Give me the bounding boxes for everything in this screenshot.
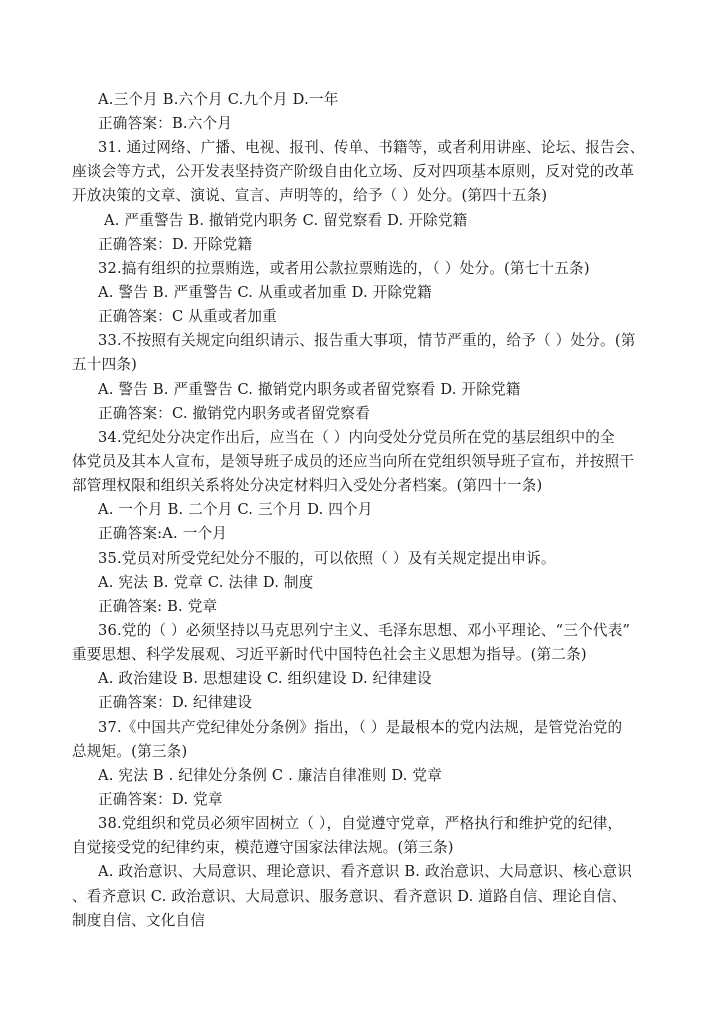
question-38-options-line-2: 、看齐意识 C. 政治意识、大局意识、服务意识、看齐意识 D. 道路自信、理论自信、 (72, 888, 627, 905)
question-35-text: 35.党员对所受党纪处分不服的，可以依照（ ）及有关规定提出申诉。 (98, 550, 556, 567)
question-31-answer: 正确答案：D. 开除党籍 (98, 236, 253, 253)
question-36-line-2: 重要思想、科学发展观、习近平新时代中国特色社会主义思想为指导。(第二条) (72, 646, 587, 663)
question-33-line-1: 33.不按照有关规定向组织请示、报告重大事项，情节严重的，给予（ ）处分。(第 (98, 332, 636, 349)
question-38-options-line-3: 制度自信、文化自信 (72, 912, 206, 929)
question-37-line-2: 总规矩。(第三条) (72, 743, 188, 760)
question-37-line-1: 37.《中国共产党纪律处分条例》指出，（ ）是最根本的党内法规，是管党治党的 (98, 719, 623, 736)
question-35-answer: 正确答案: B. 党章 (98, 598, 218, 615)
question-34-line-2: 体党员及其本人宣布，是领导班子成员的还应当向所在党组织领导班子宣布，并按照干 (72, 453, 635, 470)
question-37-answer: 正确答案：D. 党章 (98, 791, 223, 808)
question-35-options: A. 宪法 B. 党章 C. 法律 D. 制度 (98, 574, 314, 591)
question-32-answer: 正确答案：C 从重或者加重 (98, 308, 277, 325)
question-36-line-1: 36.党的（ ）必须坚持以马克思列宁主义、毛泽东思想、邓小平理论、“三个代表” (98, 622, 631, 639)
question-33-line-2: 五十四条) (72, 356, 138, 373)
question-38-options-line-1: A. 政治意识、大局意识、理论意识、看齐意识 B. 政治意识、大局意识、核心意识 (98, 863, 633, 880)
question-31-options: A. 严重警告 B. 撤销党内职务 C. 留党察看 D. 开除党籍 (104, 212, 468, 229)
answer-line: 正确答案：B.六个月 (98, 115, 233, 132)
question-37-options: A. 宪法 B . 纪律处分条例 C . 廉洁自律准则 D. 党章 (98, 767, 443, 784)
question-31-line-2: 座谈会等方式，公开发表坚持资产阶级自由化立场、反对四项基本原则，反对党的改革 (72, 163, 635, 180)
question-33-answer: 正确答案：C. 撤销党内职务或者留党察看 (98, 405, 371, 422)
question-34-line-3: 部管理权限和组织关系将处分决定材料归入受处分者档案。(第四十一条) (72, 477, 543, 494)
question-36-options: A. 政治建设 B. 思想建设 C. 组织建设 D. 纪律建设 (98, 670, 432, 687)
question-34-options: A. 一个月 B. 二个月 C. 三个月 D. 四个月 (98, 501, 373, 518)
question-31-line-1: 31. 通过网络、广播、电视、报刊、传单、书籍等，或者利用讲座、论坛、报告会、 (98, 139, 645, 156)
question-32-options: A. 警告 B. 严重警告 C. 从重或者加重 D. 开除党籍 (98, 284, 432, 301)
question-38-line-2: 自觉接受党的纪律约束，模范遵守国家法律法规。(第三条) (72, 839, 454, 856)
question-38-line-1: 38.党组织和党员必须牢固树立（ ），自觉遵守党章，严格执行和维护党的纪律， (98, 815, 623, 832)
question-36-answer: 正确答案：D. 纪律建设 (98, 694, 253, 711)
question-34-answer: 正确答案:A. 一个月 (98, 525, 228, 542)
question-32-text: 32.搞有组织的拉票贿选，或者用公款拉票贿选的，（ ）处分。(第七十五条) (98, 260, 590, 277)
option-line: A.三个月 B.六个月 C.九个月 D.一年 (98, 91, 339, 108)
question-34-line-1: 34.党纪处分决定作出后，应当在（ ）内向受处分党员所在党的基层组织中的全 (98, 429, 615, 446)
question-33-options: A. 警告 B. 严重警告 C. 撤销党内职务或者留党察看 D. 开除党籍 (98, 381, 521, 398)
question-31-line-3: 开放决策的文章、演说、宣言、声明等的，给予（ ）处分。(第四十五条) (72, 187, 548, 204)
